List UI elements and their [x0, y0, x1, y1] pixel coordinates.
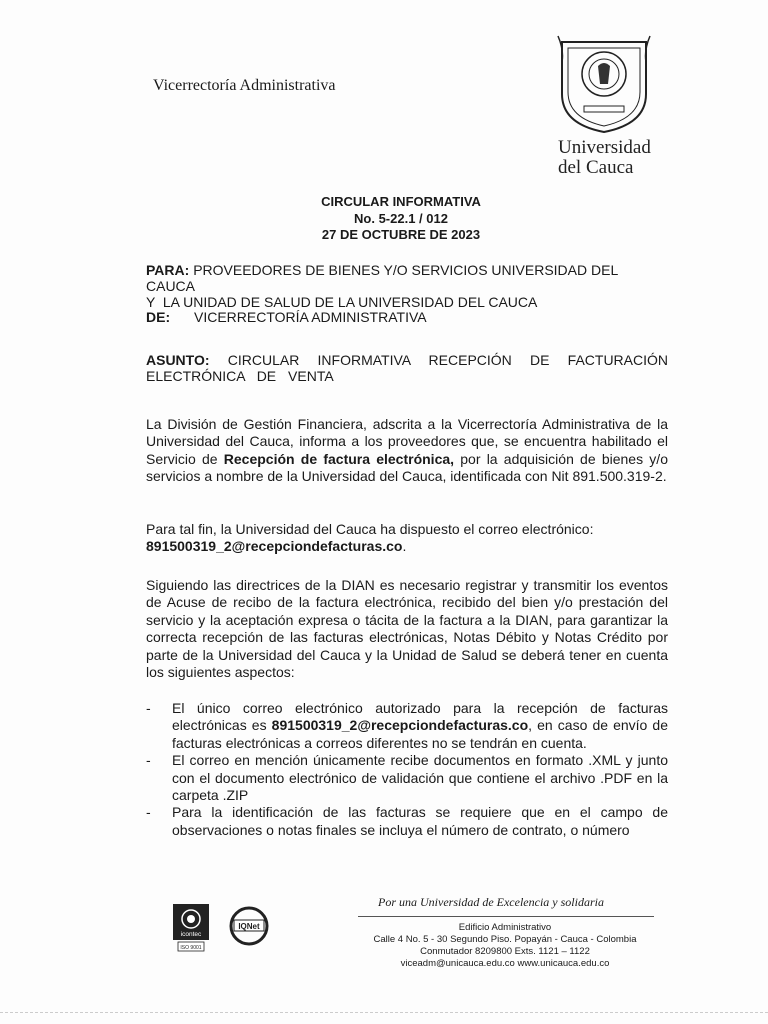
badge1-standard: ISO 9001: [180, 945, 202, 951]
paragraph2-text: Para tal fin, la Universidad del Cauca ha dispuesto el correo electrónico:: [146, 521, 594, 537]
reception-email: 891500319_2@recepciondefacturas.co: [146, 538, 403, 555]
icontec-certification-logo: [172, 903, 210, 953]
bullet1-before: El único correo electrónico autorizado para la recepción de facturas electrónicas es: [172, 700, 668, 734]
paragraph-dian: Siguiendo las directrices de la DIAN es necesario registrar y transmitir los eventos de Acuse de recibo de la factura electrónica, recibido del bien y/o prestación del servicio y la aceptación expresa o tácita de la factura a la DIAN, para garantizar la correcta recepción de las facturas electrónicas, Notas Débito y Notas Crédito por parte de la Universidad del Cauca y la Unidad de Salud se deberá tener en cuenta los siguientes aspectos:: [146, 577, 668, 681]
list-item: [146, 804, 668, 839]
title-line3: 27 DE OCTUBRE DE 2023: [321, 227, 481, 242]
para-line1: PROVEEDORES DE BIENES Y/O SERVICIOS UNIVERSIDAD DEL CAUCA: [146, 262, 618, 294]
footer-address: Calle 4 No. 5 - 30 Segundo Piso. Popayán - Cauca - Colombia: [373, 934, 637, 945]
badge1-name: icontec: [180, 931, 202, 938]
office-name: Vicerrectoría Administrativa: [153, 77, 336, 94]
de-section: [146, 309, 668, 326]
footer-divider: [358, 916, 654, 917]
bullet1-email: 891500319_2@recepciondefacturas.co: [271, 717, 529, 734]
asunto-section: [146, 352, 668, 384]
footer-building: Edificio Administrativo: [458, 922, 552, 933]
aspects-list: [146, 700, 668, 839]
asunto-label: ASUNTO:: [146, 352, 210, 368]
bullet3-text: Para la identificación de las facturas se requiere que en el campo de observaciones o notas finales se incluya el número de contrato, o número: [172, 804, 668, 838]
paragraph1-text-before: La División de Gestión Financiera, adscrita a la Vicerrectoría Administrativa de la Universidad del Cauca, informa a los proveedores que, se encuentra habilitado el Servicio de: [146, 416, 668, 467]
para-line2: Y LA UNIDAD DE SALUD DE LA UNIVERSIDAD DEL CAUCA: [146, 294, 538, 310]
paragraph1-bold: Recepción de factura electrónica,: [223, 450, 455, 467]
list-item: [146, 752, 668, 804]
asunto-value: CIRCULAR INFORMATIVA RECEPCIÓN DE FACTURACIÓN ELECTRÓNICA DE VENTA: [146, 352, 669, 384]
para-section: [146, 262, 668, 310]
bullet2-text: El correo en mención únicamente recibe documentos en formato .XML y junto con el documento electrónico de validación que contiene el archivo .PDF en la carpeta .ZIP: [172, 752, 668, 804]
footer-phone: Conmutador 8209800 Exts. 1121 – 1122: [420, 946, 590, 957]
title-line2: No. 5-22.1 / 012: [354, 210, 448, 226]
badge2-name: IQNet: [238, 922, 260, 931]
title-line1: CIRCULAR INFORMATIVA: [321, 194, 481, 209]
university-crest-logo: [554, 32, 654, 134]
footer-contact: viceadm@unicauca.edu.co www.unicauca.edu.co: [400, 958, 610, 969]
bullet1-after: , en caso de envío de facturas electrónicas a correos diferentes no se tendrán en cuenta.: [172, 717, 669, 751]
paragraph2-end: .: [402, 538, 407, 555]
paragraph1-text-after: por la adquisición de bienes y/o servicios a nombre de la Universidad del Cauca, identificada con Nit 891.500.319-2.: [146, 450, 668, 485]
para-label: PARA:: [146, 262, 190, 278]
paragraph-intro: [146, 416, 668, 486]
scan-edge-line: [0, 1012, 768, 1013]
university-line1: Universidad: [558, 137, 651, 158]
bullet-dash: -: [146, 752, 151, 769]
university-name: [558, 138, 651, 178]
paragraph-email: [146, 521, 668, 556]
de-label: DE:: [146, 309, 171, 325]
bullet-dash: -: [146, 804, 151, 821]
footer-slogan: Por una Universidad de Excelencia y solidaria: [378, 895, 604, 909]
footer-address-block: [330, 922, 680, 970]
bullet-dash: -: [146, 700, 151, 716]
list-item: [146, 700, 668, 752]
de-value: VICERRECTORÍA ADMINISTRATIVA: [194, 309, 427, 325]
university-line2: del Cauca: [558, 157, 634, 178]
circular-title: [0, 194, 768, 244]
iqnet-certification-logo: [229, 906, 269, 950]
